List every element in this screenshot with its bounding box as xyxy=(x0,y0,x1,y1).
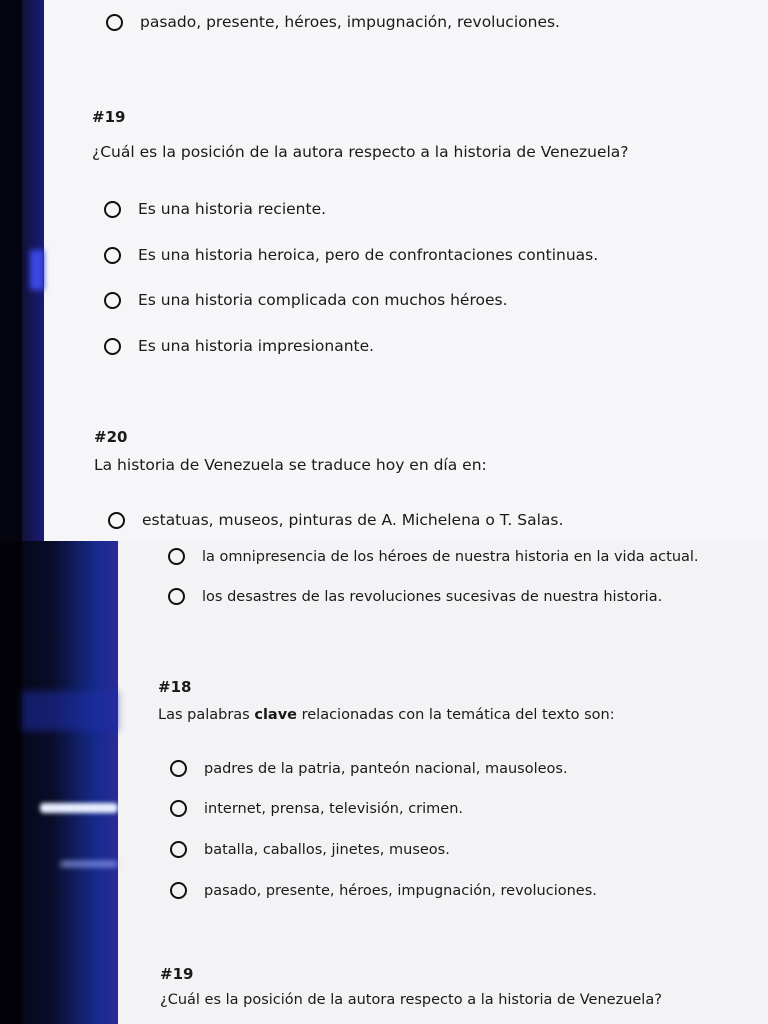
radio-button[interactable] xyxy=(104,201,121,218)
question-text-pre: Las palabras xyxy=(158,707,255,723)
option-label: pasado, presente, héroes, impugnación, revoluciones. xyxy=(140,13,560,31)
radio-button[interactable] xyxy=(170,760,187,777)
question-text-post: relacionadas con la temática del texto son: xyxy=(297,707,615,723)
radio-button[interactable] xyxy=(168,588,185,605)
radio-button[interactable] xyxy=(106,14,123,31)
screen-glare xyxy=(30,250,44,290)
option-item[interactable] xyxy=(170,760,568,777)
radio-button[interactable] xyxy=(108,512,125,529)
option-label: Es una historia heroica, pero de confrontaciones continuas. xyxy=(138,246,599,264)
screen-glare xyxy=(40,803,118,813)
screen-edge-dark xyxy=(0,541,118,1024)
question-keyword: clave xyxy=(254,707,297,723)
screen-edge-dark xyxy=(0,0,44,541)
option-item[interactable] xyxy=(104,200,326,218)
radio-button[interactable] xyxy=(170,882,187,899)
question-number: #20 xyxy=(94,428,128,446)
option-label: la omnipresencia de los héroes de nuestra historia en la vida actual. xyxy=(202,548,699,565)
option-label: los desastres de las revoluciones sucesivas de nuestra historia. xyxy=(202,588,663,605)
option-item[interactable] xyxy=(168,548,699,565)
question-text xyxy=(158,707,615,723)
option-label: padres de la patria, panteón nacional, mausoleos. xyxy=(204,760,568,777)
screen-glare xyxy=(60,861,118,867)
radio-button[interactable] xyxy=(168,548,185,565)
option-label: pasado, presente, héroes, impugnación, revoluciones. xyxy=(204,882,597,899)
option-label: Es una historia reciente. xyxy=(138,200,327,218)
option-item[interactable] xyxy=(170,841,450,858)
question-number: #19 xyxy=(92,108,126,126)
radio-button[interactable] xyxy=(170,800,187,817)
radio-button[interactable] xyxy=(104,338,121,355)
option-item[interactable] xyxy=(168,588,662,605)
screen-reflection xyxy=(22,691,118,731)
option-label: estatuas, museos, pinturas de A. Michelena o T. Salas. xyxy=(142,511,564,529)
radio-button[interactable] xyxy=(170,841,187,858)
question-number: #19 xyxy=(160,965,194,983)
bottom-photo xyxy=(0,541,768,1024)
question-text: La historia de Venezuela se traduce hoy en día en: xyxy=(94,456,487,474)
option-item[interactable] xyxy=(104,291,508,309)
option-item[interactable] xyxy=(104,246,598,264)
radio-button[interactable] xyxy=(104,292,121,309)
option-item[interactable] xyxy=(170,800,463,817)
option-label: batalla, caballos, jinetes, museos. xyxy=(204,841,450,858)
option-fragment[interactable] xyxy=(106,13,560,31)
option-label: Es una historia impresionante. xyxy=(138,337,375,355)
option-label: internet, prensa, televisión, crimen. xyxy=(204,800,463,817)
option-item[interactable] xyxy=(104,337,374,355)
option-label: Es una historia complicada con muchos héroes. xyxy=(138,291,508,309)
option-item[interactable] xyxy=(108,511,563,529)
question-number: #18 xyxy=(158,678,192,696)
option-item[interactable] xyxy=(170,882,597,899)
question-text: ¿Cuál es la posición de la autora respecto a la historia de Venezuela? xyxy=(160,992,662,1008)
question-text: ¿Cuál es la posición de la autora respecto a la historia de Venezuela? xyxy=(92,143,629,161)
radio-button[interactable] xyxy=(104,247,121,264)
